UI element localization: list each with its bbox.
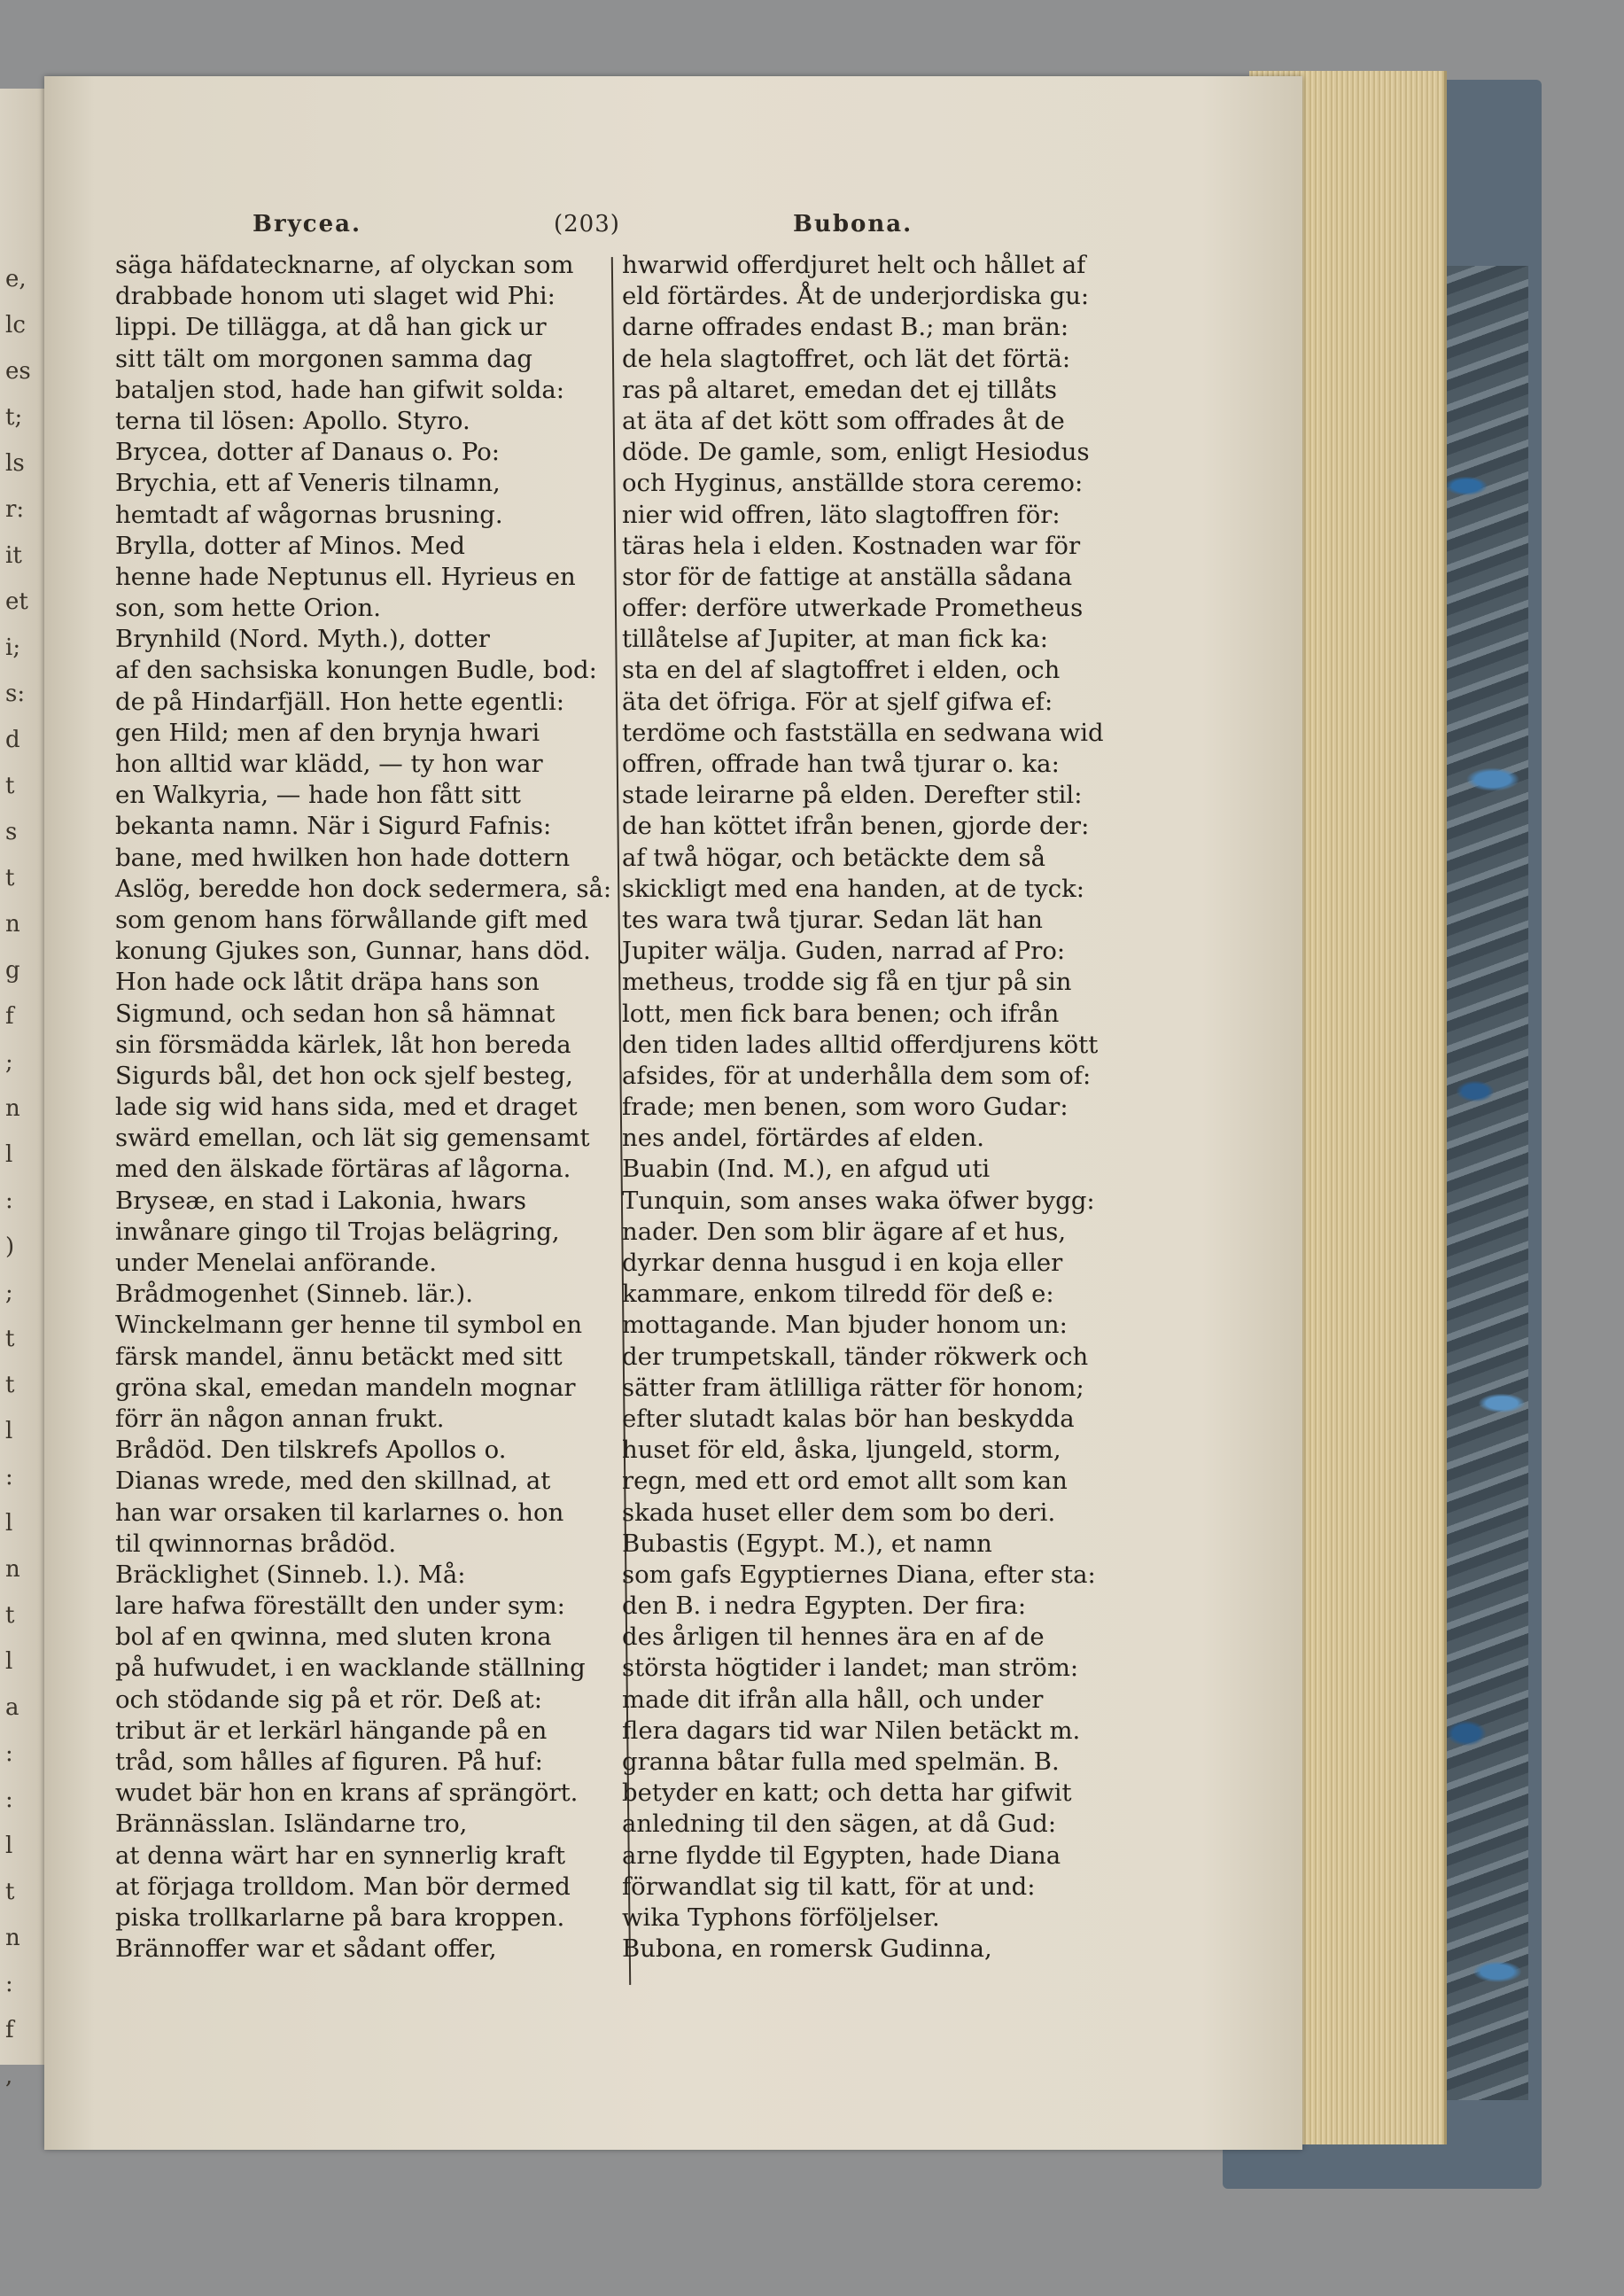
right-column-line: kammare, enkom tilredd för deß e: bbox=[622, 1280, 1054, 1309]
right-column-line: offren, offrade han twå tjurar o. ka: bbox=[622, 750, 1060, 778]
left-page-fragment: et bbox=[5, 588, 28, 615]
left-column-line: wudet bär hon en krans af sprängört. bbox=[115, 1778, 579, 1808]
right-column-line: anledning til den sägen, at då Gud: bbox=[622, 1810, 1057, 1839]
left-column bbox=[115, 250, 629, 1965]
right-column-line: darne offrades endast B.; man brän: bbox=[622, 313, 1069, 342]
left-page-fragment: l bbox=[5, 1833, 13, 1859]
left-column-line: Bryseæ, en stad i Lakonia, hwars bbox=[115, 1186, 526, 1215]
left-column-line: Brådmogenhet (Sinneb. lär.). bbox=[115, 1280, 474, 1309]
left-page-fragment: t bbox=[5, 773, 15, 799]
right-column-line: huset för eld, åska, ljungeld, storm, bbox=[622, 1436, 1061, 1465]
right-column-line: afsides, för at underhålla dem som of: bbox=[622, 1061, 1092, 1090]
left-page-fragment: lc bbox=[5, 312, 26, 339]
left-page-fragment: e, bbox=[5, 266, 27, 292]
right-column-line: Bubastis (Egypt. M.), et namn bbox=[622, 1529, 992, 1558]
left-page-fragment: f bbox=[5, 2017, 14, 2043]
left-column-line: sin försmädda kärlek, låt hon bereda bbox=[115, 1030, 571, 1059]
left-page-fragment: t bbox=[5, 1372, 15, 1398]
right-column-line: sta en del af slagtoffret i elden, och bbox=[622, 656, 1061, 685]
left-column-line: Aslög, beredde hon dock sedermera, så: bbox=[115, 874, 612, 903]
left-column-line: Dianas wrede, med den skillnad, at bbox=[115, 1467, 551, 1496]
left-column-line: henne hade Neptunus ell. Hyrieus en bbox=[115, 562, 576, 591]
left-column-line: tribut är et lerkärl hängande på en bbox=[115, 1716, 548, 1745]
left-column-line: Bräcklighet (Sinneb. l.). Må: bbox=[115, 1560, 466, 1589]
left-page-fragment: s bbox=[5, 819, 18, 845]
left-page-fragment: n bbox=[5, 1925, 20, 1951]
running-head-left: Brycea. bbox=[253, 211, 362, 237]
left-column-line: til qwinnornas brådöd. bbox=[115, 1529, 397, 1558]
left-page-fragment: g bbox=[5, 957, 20, 984]
right-column-line: skada huset eller dem som bo deri. bbox=[622, 1498, 1056, 1527]
right-column-line: täras hela i elden. Kostnaden war för bbox=[622, 531, 1081, 560]
left-page-fragment: t bbox=[5, 865, 15, 891]
left-column-line: han war orsaken til karlarnes o. hon bbox=[115, 1498, 564, 1527]
left-column-line: bataljen stod, hade han gifwit solda: bbox=[115, 375, 565, 404]
left-column-line: och stödande sig på et rör. Deß at: bbox=[115, 1685, 542, 1714]
right-column-line: metheus, trodde sig få en tjur på sin bbox=[622, 968, 1072, 997]
left-page-fragment: f bbox=[5, 1003, 14, 1030]
left-column-line: piska trollkarlarne på bara kroppen. bbox=[115, 1903, 565, 1932]
right-column-line: sätter fram ätlilliga rätter för honom; bbox=[622, 1373, 1084, 1402]
right-column-line: lott, men fick bara benen; och ifrån bbox=[622, 999, 1060, 1028]
left-page-fragment: ls bbox=[5, 450, 25, 477]
right-column-line: arne flydde til Egypten, hade Diana bbox=[622, 1841, 1061, 1870]
left-column-line: Sigurds bål, det hon ock sjelf besteg, bbox=[115, 1061, 573, 1090]
left-page-fragment: d bbox=[5, 727, 20, 753]
left-page-fragment: l bbox=[5, 1510, 13, 1537]
right-column-line: Bubona, en romersk Gudinna, bbox=[622, 1934, 992, 1964]
left-column-line: lare hafwa föreställt den under sym: bbox=[115, 1592, 565, 1621]
right-column-line: de han köttet ifrån benen, gjorde der: bbox=[622, 812, 1090, 841]
right-column-line: och Hyginus, anställde stora ceremo: bbox=[622, 469, 1084, 498]
right-column-line: flera dagars tid war Nilen betäckt m. bbox=[622, 1716, 1081, 1745]
right-column-line: nes andel, förtärdes af elden. bbox=[622, 1124, 985, 1153]
right-column-line: tillåtelse af Jupiter, at man fick ka: bbox=[622, 625, 1049, 654]
left-column-line: gen Hild; men af den brynja hwari bbox=[115, 718, 540, 747]
right-column-line: tes wara twå tjurar. Sedan lät han bbox=[622, 905, 1043, 934]
right-column-line: des årligen til hennes ära en af de bbox=[622, 1623, 1045, 1652]
left-page-fragment: t; bbox=[5, 404, 23, 431]
right-column-line: de hela slagtoffret, och lät det förtä: bbox=[622, 344, 1071, 373]
right-column-line: frade; men benen, som woro Gudar: bbox=[622, 1093, 1068, 1122]
right-column-line: granna båtar fulla med spelmän. B. bbox=[622, 1747, 1060, 1776]
right-column-line: af twå högar, och betäckte dem så bbox=[622, 843, 1045, 872]
right-column-line: den B. i nedra Egypten. Der fira: bbox=[622, 1592, 1027, 1621]
left-page-fragment: : bbox=[5, 1187, 13, 1214]
left-page-fragment: n bbox=[5, 911, 20, 938]
left-page-fragment: l bbox=[5, 1418, 13, 1444]
right-column-line: terdöme och fastställa en sedwana wid bbox=[622, 718, 1104, 747]
right-column-line: ras på altaret, emedan det ej tillåts bbox=[622, 375, 1058, 404]
right-column-line: efter slutadt kalas bör han beskydda bbox=[622, 1404, 1075, 1433]
left-page-fragment: it bbox=[5, 542, 22, 569]
left-column-line: som genom hans förwållande gift med bbox=[115, 905, 588, 934]
left-page-fragment: l bbox=[5, 1141, 13, 1168]
right-column-line: wika Typhons förföljelser. bbox=[622, 1903, 940, 1932]
left-page-fragment: , bbox=[5, 2063, 13, 2090]
right-column-line: den tiden lades alltid offerdjurens kött bbox=[622, 1030, 1099, 1059]
right-column-line: hwarwid offerdjuret helt och hållet af bbox=[622, 251, 1086, 279]
left-page-fragment: n bbox=[5, 1095, 20, 1122]
left-column-line: Brychia, ett af Veneris tilnamn, bbox=[115, 469, 501, 498]
left-column-line: färsk mandel, ännu betäckt med sitt bbox=[115, 1342, 563, 1371]
left-column-line: bane, med hwilken hon hade dottern bbox=[115, 843, 571, 872]
left-column-line: på hufwudet, i en wacklande ställning bbox=[115, 1654, 586, 1683]
left-column-line: med den älskade förtäras af lågorna. bbox=[115, 1155, 571, 1184]
left-column-line: Brynhild (Nord. Myth.), dotter bbox=[115, 625, 490, 654]
left-column-line: swärd emellan, och lät sig gemensamt bbox=[115, 1124, 590, 1153]
right-column-line: regn, med ett ord emot allt som kan bbox=[622, 1467, 1068, 1496]
right-column-line: nier wid offren, läto slagtoffren för: bbox=[622, 500, 1061, 529]
left-column-line: Winckelmann ger henne til symbol en bbox=[115, 1311, 583, 1340]
left-page-fragment: ) bbox=[5, 1234, 15, 1260]
left-column-line: Brännässlan. Isländarne tro, bbox=[115, 1810, 468, 1839]
left-column-line: hon alltid war klädd, — ty hon war bbox=[115, 750, 543, 778]
left-page-fragment: r: bbox=[5, 496, 25, 523]
left-page-fragment: t bbox=[5, 1326, 15, 1352]
right-column-line: made dit ifrån alla håll, och under bbox=[622, 1685, 1044, 1714]
left-page-fragment: t bbox=[5, 1602, 15, 1629]
right-column-line: Tunquin, som anses waka öfwer bygg: bbox=[622, 1186, 1095, 1215]
running-head-right: Bubona. bbox=[793, 211, 913, 237]
right-column-line: stade leirarne på elden. Derefter stil: bbox=[622, 781, 1083, 810]
left-column-line: terna til lösen: Apollo. Styro. bbox=[115, 406, 470, 435]
left-page-fragment: t bbox=[5, 1879, 15, 1905]
left-column-line: lippi. De tillägga, at då han gick ur bbox=[115, 313, 547, 342]
left-page-fragment: n bbox=[5, 1556, 20, 1583]
right-column-line: at äta af det kött som offrades åt de bbox=[622, 406, 1065, 435]
right-column-line: der trumpetskall, tänder rökwerk och bbox=[622, 1342, 1089, 1371]
left-column-line: gröna skal, emedan mandeln mognar bbox=[115, 1373, 576, 1402]
left-page-fragment: ; bbox=[5, 1049, 13, 1076]
right-column-line: som gafs Egyptiernes Diana, efter sta: bbox=[622, 1560, 1096, 1589]
left-page-fragment: : bbox=[5, 1740, 13, 1767]
left-column-line: tråd, som hålles af figuren. På huf: bbox=[115, 1747, 543, 1776]
left-column-line: bol af en qwinna, med sluten krona bbox=[115, 1623, 552, 1652]
left-column-line: son, som hette Orion. bbox=[115, 594, 381, 623]
right-column-line: betyder en katt; och detta har gifwit bbox=[622, 1778, 1072, 1808]
left-column-line: lade sig wid hans sida, med et draget bbox=[115, 1093, 578, 1122]
left-page-fragment: l bbox=[5, 1648, 13, 1675]
left-column-line: Brännoffer war et sådant offer, bbox=[115, 1934, 497, 1964]
right-column-line: stor för de fattige at anställa sådana bbox=[622, 562, 1073, 591]
left-column-line: under Menelai anförande. bbox=[115, 1249, 438, 1277]
left-page-fragment: a bbox=[5, 1694, 19, 1721]
right-column-line: skickligt med ena handen, at de tyck: bbox=[622, 874, 1085, 903]
right-column-line: offer: derföre utwerkade Prometheus bbox=[622, 594, 1084, 623]
left-column-line: at denna wärt har en synnerlig kraft bbox=[115, 1841, 566, 1870]
right-column-line: Buabin (Ind. M.), en afgud uti bbox=[622, 1155, 991, 1184]
left-column-line: säga häfdatecknarne, af olyckan som bbox=[115, 251, 574, 279]
left-column-line: Hon hade ock låtit dräpa hans son bbox=[115, 968, 540, 997]
right-column bbox=[622, 250, 1136, 1965]
right-column-line: eld förtärdes. Åt de underjordiska gu: bbox=[622, 282, 1090, 311]
left-page-fragment: : bbox=[5, 1786, 13, 1813]
left-column-line: konung Gjukes son, Gunnar, hans död. bbox=[115, 937, 591, 966]
left-page-fragment: : bbox=[5, 1971, 13, 1997]
left-column-line: de på Hindarfjäll. Hon hette egentli: bbox=[115, 687, 565, 716]
left-column-line: at förjaga trolldom. Man bör dermed bbox=[115, 1872, 571, 1901]
left-column-line: hemtadt af wågornas brusning. bbox=[115, 500, 503, 529]
left-page-fragment: i; bbox=[5, 634, 21, 661]
right-column-line: mottagande. Man bjuder honom un: bbox=[622, 1311, 1068, 1340]
left-column-line: Brådöd. Den tilskrefs Apollos o. bbox=[115, 1436, 507, 1465]
page-number: (203) bbox=[554, 211, 620, 237]
right-column-line: Jupiter wälja. Guden, narrad af Pro: bbox=[622, 937, 1066, 966]
left-page-fragment: s: bbox=[5, 681, 26, 707]
left-column-line: Sigmund, och sedan hon så hämnat bbox=[115, 999, 556, 1028]
left-page-fragment: : bbox=[5, 1464, 13, 1490]
left-column-line: af den sachsiska konungen Budle, bod: bbox=[115, 656, 597, 685]
right-column-line: nader. Den som blir ägare af et hus, bbox=[622, 1217, 1067, 1246]
right-column-line: förwandlat sig til katt, för at und: bbox=[622, 1872, 1036, 1901]
right-column-line: döde. De gamle, som, enligt Hesiodus bbox=[622, 438, 1090, 467]
right-column-line: dyrkar denna husgud i en koja eller bbox=[622, 1249, 1063, 1277]
left-page-fragment: es bbox=[5, 358, 31, 385]
left-column-line: bekanta namn. När i Sigurd Fafnis: bbox=[115, 812, 552, 841]
left-column-line: en Walkyria, — hade hon fått sitt bbox=[115, 781, 521, 810]
right-column-line: största högtider i landet; man ström: bbox=[622, 1654, 1079, 1683]
left-column-line: Brylla, dotter af Minos. Med bbox=[115, 531, 465, 560]
left-page-fragment: ; bbox=[5, 1280, 13, 1306]
left-column-line: inwånare gingo til Trojas belägring, bbox=[115, 1217, 560, 1246]
left-column-line: förr än någon annan frukt. bbox=[115, 1404, 445, 1433]
left-column-line: Brycea, dotter af Danaus o. Po: bbox=[115, 438, 501, 467]
marbled-edge bbox=[1440, 266, 1528, 2100]
left-column-line: sitt tält om morgonen samma dag bbox=[115, 344, 532, 373]
left-column-line: drabbade honom uti slaget wid Phi: bbox=[115, 282, 556, 311]
right-column-line: äta det öfriga. För at sjelf gifwa ef: bbox=[622, 687, 1053, 716]
